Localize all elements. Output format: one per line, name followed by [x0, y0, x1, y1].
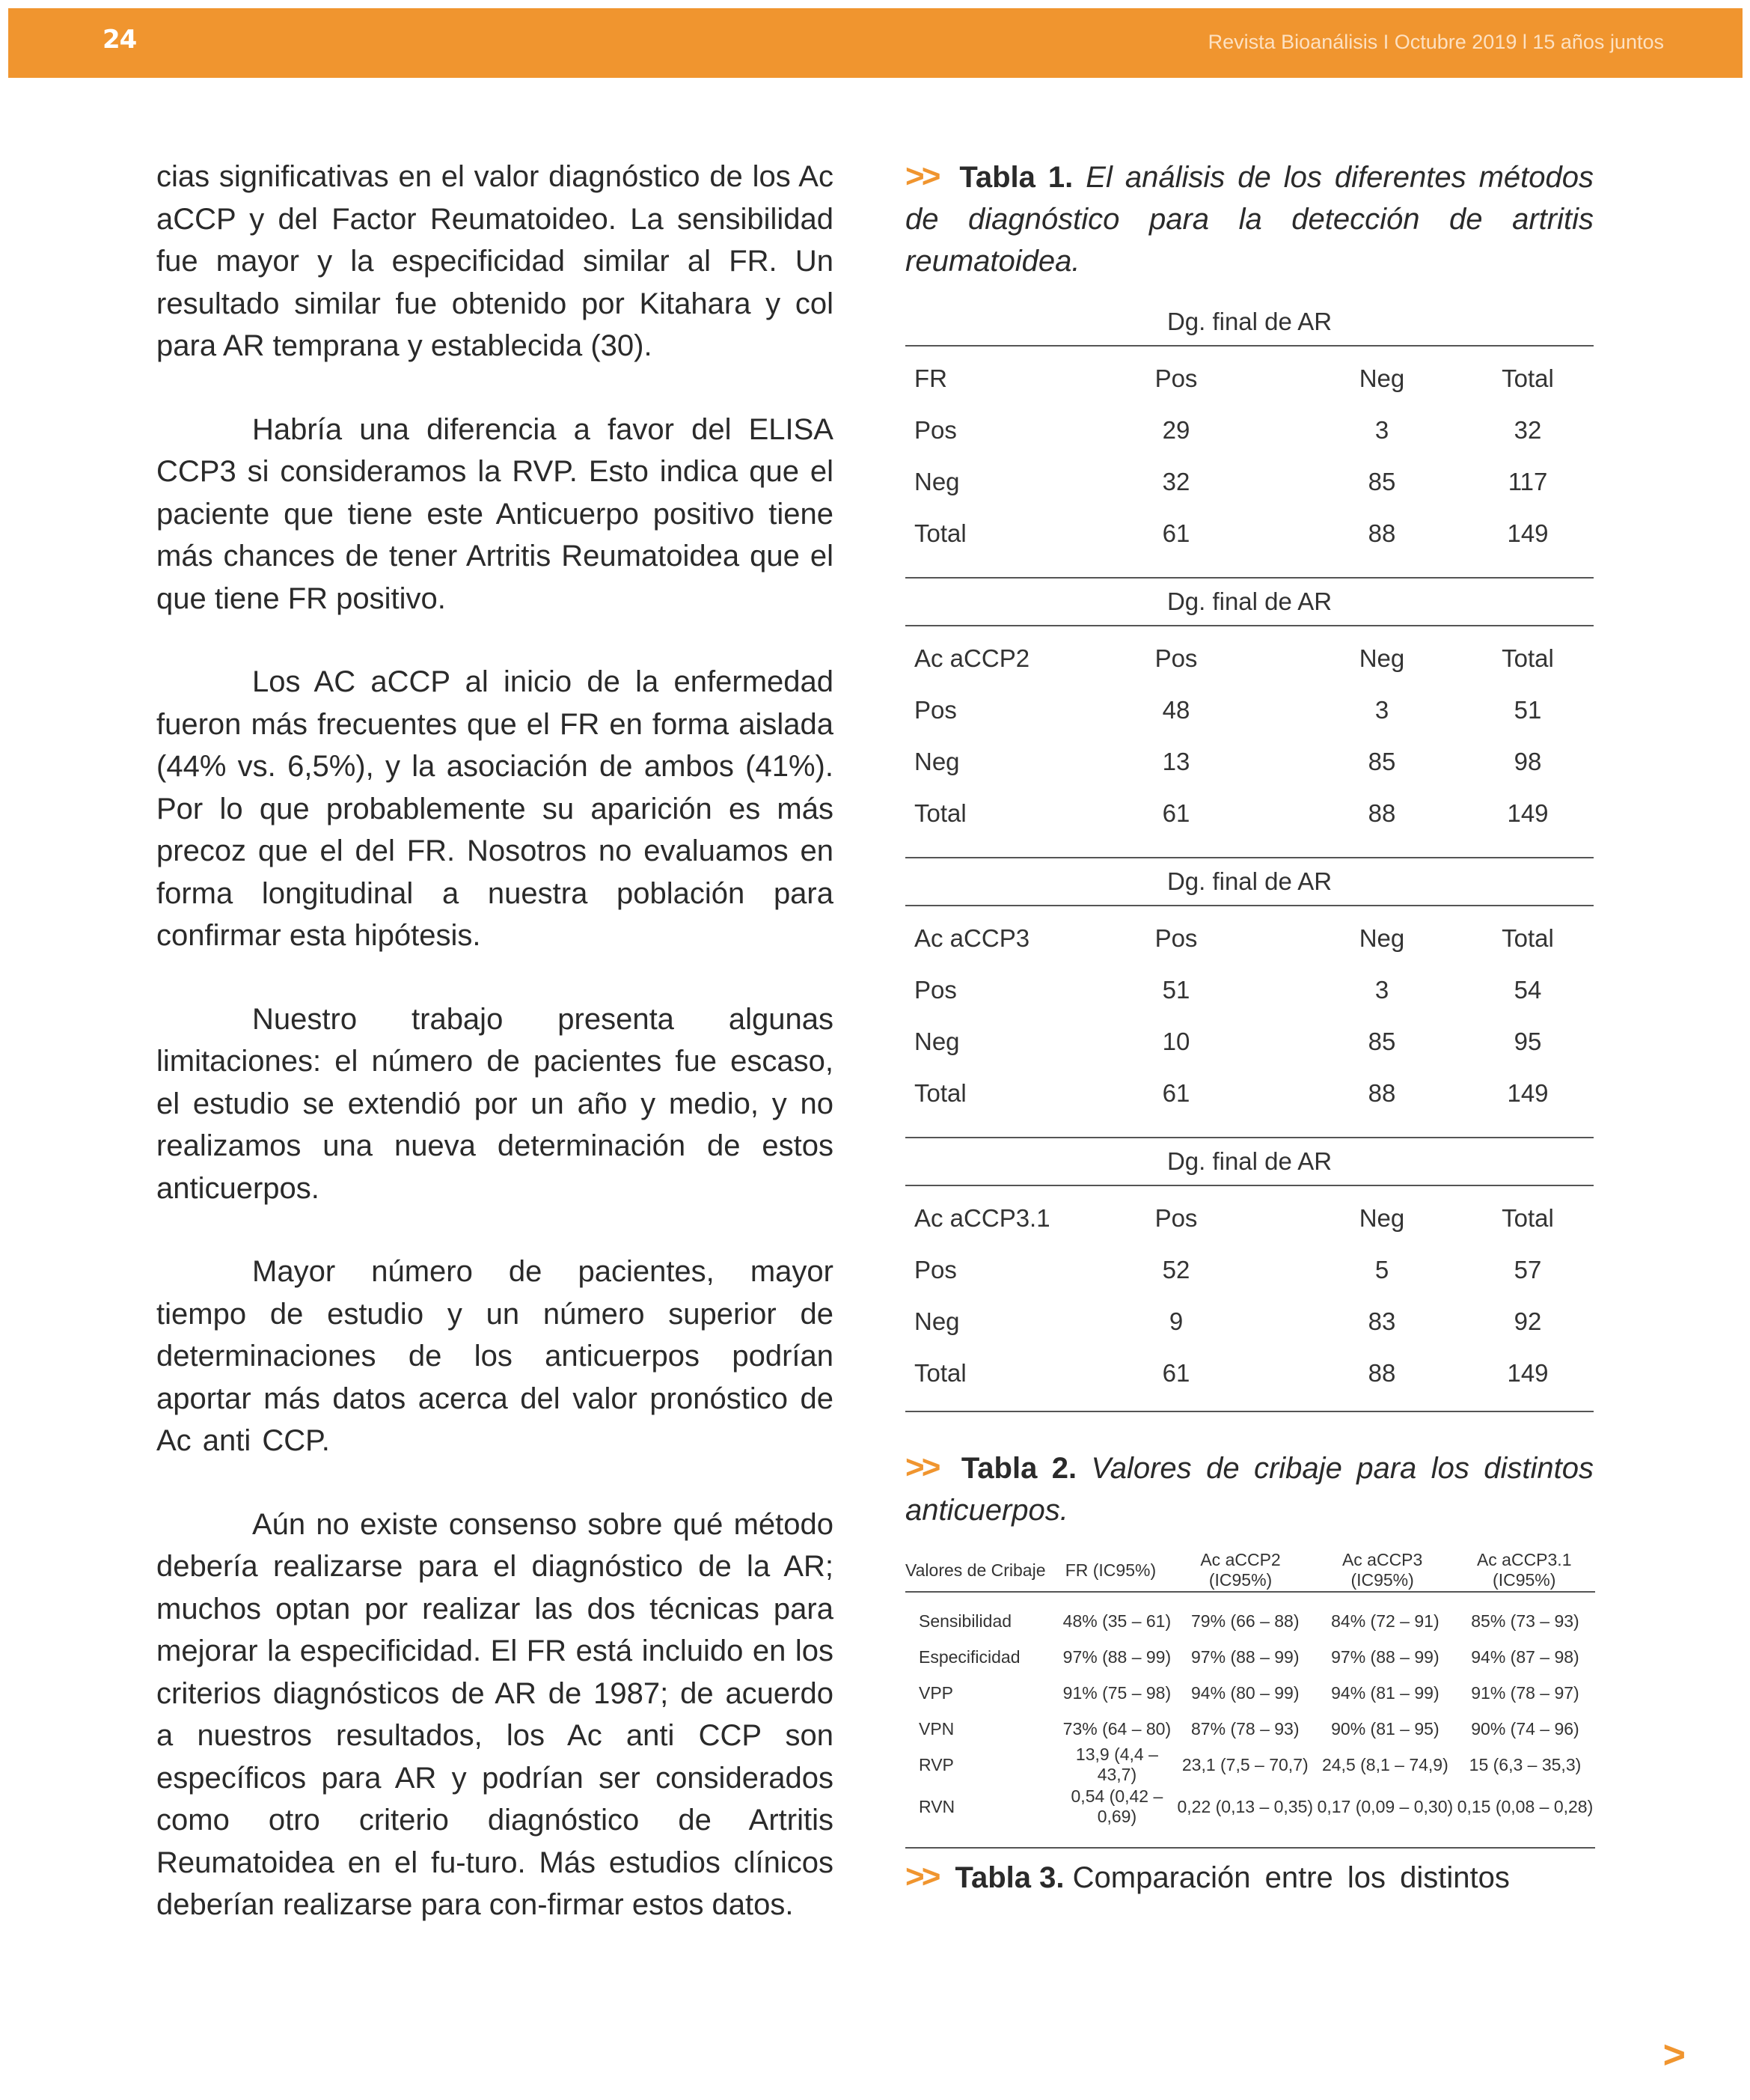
table-cell: 94% (81 – 99) — [1331, 1682, 1440, 1703]
table-cell: 90% (74 – 96) — [1471, 1718, 1579, 1739]
next-page-arrow-icon[interactable]: > — [1662, 2033, 1686, 2077]
table-row — [905, 1244, 1594, 1295]
table-cell: 24,5 (8,1 – 74,9) — [1321, 1754, 1448, 1774]
table-cell: 90% (81 – 95) — [1331, 1718, 1440, 1739]
table3-label: Tabla 3. — [955, 1861, 1065, 1894]
body-text-column — [156, 156, 833, 1968]
paragraph-1: cias significativas en el valor diagnóstico de los Ac aCCP y del Factor Reumatoideo. La sensibilidad fue mayor y la especificidad similar al FR. Un resultado similar fue obtenido por Kitahara y col para AR temprana y establecida (30). — [156, 160, 833, 362]
table-cell: 83 — [1368, 1307, 1396, 1335]
table-row — [905, 912, 1594, 964]
table2-body — [905, 1593, 1595, 1849]
table3-caption — [905, 1856, 1594, 1899]
table-cell: 3 — [1374, 975, 1389, 1004]
journal-title: Revista Bioanálisis I Octubre 2019 l 15 años juntos — [1208, 31, 1664, 53]
table-cell: 88 — [1368, 519, 1396, 547]
table1-block — [905, 1186, 1594, 1412]
table1 — [905, 299, 1594, 1412]
table-row — [905, 1347, 1594, 1399]
table-cell: 61 — [1162, 799, 1190, 827]
table-row — [905, 456, 1594, 507]
table-cell: 0,22 (0,13 – 0,35) — [1177, 1796, 1314, 1816]
table-cell: Neg — [1359, 364, 1405, 392]
table1-label: Tabla 1. — [959, 161, 1074, 194]
table-cell: Pos — [914, 415, 957, 444]
table-cell: Total — [914, 1078, 967, 1107]
page-number: 24 — [103, 25, 137, 55]
table-cell: Pos — [914, 695, 957, 724]
table-cell: 91% (75 – 98) — [1062, 1682, 1172, 1703]
table-cell: 29 — [1162, 415, 1190, 444]
column-header: Ac aCCP3.1 (IC95%) — [1476, 1550, 1572, 1590]
table-cell: 3 — [1374, 415, 1389, 444]
table-row — [905, 1639, 1595, 1675]
table-row — [905, 1603, 1595, 1639]
table1-block-header: Dg. final de AR — [905, 1137, 1594, 1186]
table-cell: 52 — [1162, 1255, 1190, 1283]
table-cell: 97% (88 – 99) — [1191, 1646, 1300, 1667]
table-cell: 87% (78 – 93) — [1191, 1718, 1300, 1739]
table1-block-header: Dg. final de AR — [905, 577, 1594, 626]
table-row — [905, 1675, 1595, 1711]
table-cell: 149 — [1507, 1078, 1549, 1107]
table-cell: 88 — [1368, 1358, 1396, 1387]
table-cell: Pos — [914, 1255, 957, 1283]
table2-header-row — [905, 1549, 1595, 1593]
table3-description: Comparación entre los distintos — [1072, 1861, 1510, 1894]
table1-caption — [905, 156, 1594, 282]
page-header-bar — [8, 8, 1743, 78]
table-cell: 48 — [1162, 695, 1190, 724]
table-row — [905, 1295, 1594, 1347]
table-cell: 9 — [1169, 1307, 1184, 1335]
table-cell: Pos — [1154, 924, 1198, 952]
table-cell: 91% (78 – 97) — [1471, 1682, 1579, 1703]
table-cell: Total — [1502, 924, 1554, 952]
table-cell: 15 (6,3 – 35,3) — [1469, 1754, 1582, 1774]
table-cell: Total — [1502, 364, 1554, 392]
table1-block-header: Dg. final de AR — [905, 857, 1594, 906]
table-row — [905, 1747, 1595, 1783]
table-cell: 23,1 (7,5 – 70,7) — [1181, 1754, 1309, 1774]
table-cell: Neg — [914, 1307, 960, 1335]
paragraph-6: Aún no existe consenso sobre qué método debería realizarse para el diagnóstico de la AR; muchos optan por realizar las dos técnicas para mejorar la especificidad. El FR está incluido en los criterios diagnósticos de AR de 1987; de acuerdo a nuestros resultados, los Ac anti CCP son específicos para AR y podrían ser considerados como otro criterio diagnóstico de Artritis Reumatoidea en el fu-turo. Más estudios clínicos deberían realizarse para con-firmar estos datos. — [156, 1507, 833, 1921]
table-cell: 61 — [1162, 519, 1190, 547]
table-row — [905, 352, 1594, 404]
table-row — [905, 787, 1594, 839]
table-cell: 85 — [1368, 467, 1396, 495]
table-cell: 5 — [1374, 1255, 1389, 1283]
table-cell: Total — [1502, 644, 1554, 672]
table-cell: Pos — [1154, 644, 1198, 672]
table-cell: 84% (72 – 91) — [1331, 1611, 1440, 1631]
paragraph-3: Los AC aCCP al inicio de la enfermedad fueron más frecuentes que el FR en forma aislada (44% vs. 6,5%), y la asociación de ambos (41%). Por lo que probablemente su aparición es más precoz que el del FR. Nosotros no evaluamos en forma longitudinal a nuestra población para confirmar esta hipótesis. — [156, 665, 833, 952]
table-cell: 79% (66 – 88) — [1191, 1611, 1300, 1631]
table-cell: 149 — [1507, 519, 1549, 547]
table-cell: 85 — [1368, 1027, 1396, 1055]
table-cell: FR — [914, 364, 947, 392]
table-cell: 149 — [1507, 1358, 1549, 1387]
table-row — [905, 507, 1594, 559]
table-cell: Pos — [1154, 364, 1198, 392]
table-cell: 73% (64 – 80) — [1062, 1718, 1172, 1739]
table-row — [905, 964, 1594, 1016]
table-row — [905, 1192, 1594, 1244]
table-cell: 61 — [1162, 1078, 1190, 1107]
table-cell: Especificidad — [919, 1646, 1021, 1667]
table-row — [905, 632, 1594, 684]
column-header: Ac aCCP2 (IC95%) — [1200, 1550, 1281, 1590]
table-cell: 97% (88 – 99) — [1331, 1646, 1440, 1667]
table-cell: Neg — [1359, 644, 1405, 672]
table-cell: Total — [914, 519, 967, 547]
paragraph-4: Nuestro trabajo presenta algunas limitaciones: el número de pacientes fue escaso, el estudio se extendió por un año y medio, y no realizamos una nueva determinación de estos anticuerpos. — [156, 1002, 833, 1205]
table-cell: 85 — [1368, 747, 1396, 775]
table-cell: Neg — [914, 747, 960, 775]
table-cell: 94% (87 – 98) — [1471, 1646, 1579, 1667]
table-row — [905, 684, 1594, 736]
table-cell: Total — [1502, 1203, 1554, 1232]
table-cell: 3 — [1374, 695, 1389, 724]
table1-block — [905, 906, 1594, 1137]
table-row — [905, 404, 1594, 456]
table-cell: VPN — [919, 1718, 955, 1739]
table-cell: 94% (80 – 99) — [1191, 1682, 1300, 1703]
arrows-icon: >> — [905, 1449, 938, 1486]
table-cell: 98 — [1514, 747, 1542, 775]
table-cell: Total — [914, 799, 967, 827]
table-cell: VPP — [919, 1682, 954, 1703]
table-row — [905, 1711, 1595, 1747]
table-cell: 51 — [1514, 695, 1542, 724]
table-cell: 13,9 (4,4 – 43,7) — [1075, 1745, 1158, 1784]
table-cell: 88 — [1368, 1078, 1396, 1107]
table1-block — [905, 626, 1594, 857]
column-header: Ac aCCP3 (IC95%) — [1341, 1550, 1423, 1590]
arrows-icon: >> — [905, 1858, 938, 1895]
tables-column — [905, 156, 1594, 1899]
table-cell: Ac aCCP3.1 — [914, 1203, 1050, 1232]
table-cell: 95 — [1514, 1027, 1542, 1055]
table-cell: 0,17 (0,09 – 0,30) — [1317, 1796, 1454, 1816]
table-cell: Pos — [914, 975, 957, 1004]
table-cell: Ac aCCP2 — [914, 644, 1030, 672]
table-cell: Neg — [1359, 1203, 1405, 1232]
table-cell: 48% (35 – 61) — [1062, 1611, 1172, 1631]
table-row — [905, 1783, 1595, 1831]
table2-description: Valores de cribaje para los distintos anticuerpos. — [905, 1452, 1594, 1527]
paragraph-2: Habría una diferencia a favor del ELISA CCP3 si consideramos la RVP. Esto indica que el paciente que tiene este Anticuerpo positivo tiene más chances de tener Artritis Reumatoidea que el que tiene FR positivo. — [156, 412, 833, 615]
arrows-icon: >> — [905, 158, 938, 195]
table-cell: 149 — [1507, 799, 1549, 827]
table2 — [905, 1549, 1595, 1849]
column-header: Valores de Cribaje — [905, 1560, 1046, 1580]
table-cell: Neg — [914, 467, 960, 495]
table-cell: 32 — [1514, 415, 1542, 444]
table-cell: 0,54 (0,42 – 0,69) — [1071, 1786, 1163, 1826]
table-cell: 92 — [1514, 1307, 1542, 1335]
table1-block — [905, 347, 1594, 577]
table-row — [905, 736, 1594, 787]
table-cell: 97% (88 – 99) — [1062, 1646, 1172, 1667]
table1-block-header: Dg. final de AR — [905, 299, 1594, 347]
table-cell: 88 — [1368, 799, 1396, 827]
table-cell: 13 — [1162, 747, 1190, 775]
table-cell: 54 — [1514, 975, 1542, 1004]
table-cell: Pos — [1154, 1203, 1198, 1232]
table-cell: Sensibilidad — [919, 1611, 1012, 1631]
table2-caption — [905, 1447, 1594, 1531]
table-row — [905, 1067, 1594, 1119]
table-cell: Neg — [914, 1027, 960, 1055]
table-cell: 57 — [1514, 1255, 1542, 1283]
paragraph-5: Mayor número de pacientes, mayor tiempo de estudio y un número superior de determinaciones de los anticuerpos podrían aportar más datos acerca del valor pronóstico de Ac anti CCP. — [156, 1255, 833, 1457]
table-cell: 32 — [1162, 467, 1190, 495]
table-cell: RVN — [919, 1796, 955, 1816]
table-row — [905, 1016, 1594, 1067]
table-cell: 0,15 (0,08 – 0,28) — [1457, 1796, 1594, 1816]
table-cell: RVP — [919, 1754, 954, 1774]
table-cell: Ac aCCP3 — [914, 924, 1030, 952]
table1-description: El análisis de los diferentes métodos de diagnóstico para la detección de artritis reumatoidea. — [905, 161, 1594, 278]
table-cell: Total — [914, 1358, 967, 1387]
table-cell: 61 — [1162, 1358, 1190, 1387]
column-header: FR (IC95%) — [1065, 1560, 1157, 1580]
table-cell: 51 — [1162, 975, 1190, 1004]
table-cell: Neg — [1359, 924, 1405, 952]
table-cell: 85% (73 – 93) — [1471, 1611, 1579, 1631]
table-cell: 10 — [1162, 1027, 1190, 1055]
table-cell: 117 — [1508, 467, 1548, 495]
table2-label: Tabla 2. — [961, 1452, 1077, 1485]
